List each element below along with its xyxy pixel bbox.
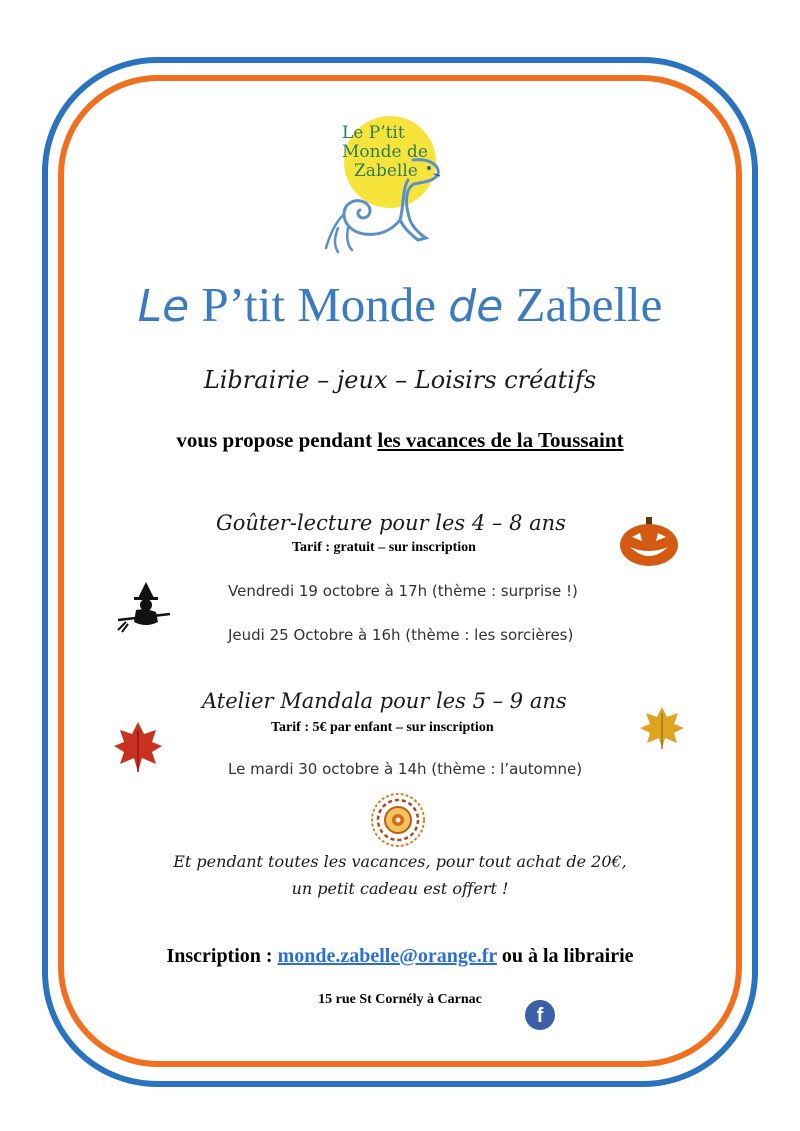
title-part-zabelle: Zabelle — [503, 277, 663, 332]
event-2-tarif: Tarif : 5€ par enfant – sur inscription — [271, 720, 494, 735]
closing-line-1: Et pendant toutes les vacances, pour tout achat de 20€, — [173, 852, 627, 871]
closing-message — [0, 848, 800, 902]
closing-line-2: un petit cadeau est offert ! — [291, 879, 509, 898]
title-part-le: Le — [137, 281, 190, 332]
event-1-date-2: Jeudi 25 Octobre à 16h (thème : les sorcières) — [228, 626, 574, 644]
intro-underlined: les vacances de la Toussaint — [377, 428, 624, 452]
title-part-de: de — [448, 281, 504, 332]
subtitle: Librairie – jeux – Loisirs créatifs — [203, 366, 597, 394]
facebook-icon[interactable]: f — [525, 1000, 555, 1030]
logo — [318, 110, 448, 260]
logo-line-2: Monde de — [342, 142, 428, 162]
intro-text — [0, 428, 800, 453]
event-1-heading: Goûter-lecture pour les 4 – 8 ans — [216, 511, 566, 535]
event-2-heading: Atelier Mandala pour les 5 – 9 ans — [202, 689, 567, 713]
event-1-date-1: Vendredi 19 octobre à 17h (thème : surprise !) — [228, 582, 578, 600]
witch-icon — [116, 578, 172, 634]
title-part-ptit-monde: P’tit Monde — [189, 277, 449, 332]
logo-line-1: Le P’tit — [342, 123, 405, 143]
pumpkin-icon — [618, 515, 680, 567]
intro-lead: vous propose pendant — [176, 428, 378, 452]
page-title — [0, 276, 800, 333]
mandala-icon — [370, 792, 426, 848]
contact-suffix: ou à la librairie — [496, 945, 634, 967]
yellow-leaf-icon — [636, 703, 688, 751]
email-link[interactable]: monde.zabelle@orange.fr — [277, 945, 497, 967]
red-leaf-icon — [112, 718, 164, 774]
address: 15 rue St Cornély à Carnac — [318, 992, 482, 1007]
logo-text — [342, 124, 432, 181]
event-2-date-1: Le mardi 30 octobre à 14h (thème : l’automne) — [228, 760, 583, 778]
logo-line-3: Zabelle — [354, 161, 418, 181]
contact-label: Inscription : — [166, 945, 278, 967]
contact-line — [0, 945, 800, 968]
event-1-tarif: Tarif : gratuit – sur inscription — [292, 540, 476, 555]
